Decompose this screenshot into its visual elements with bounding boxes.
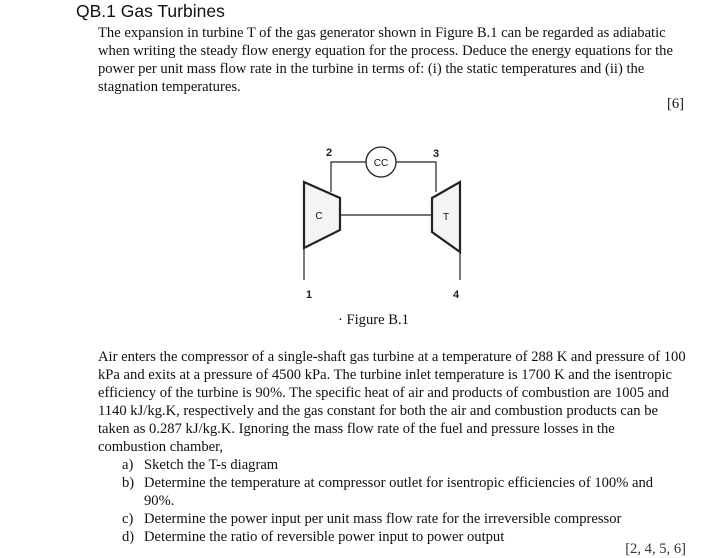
- station-1-label: 1: [305, 289, 313, 301]
- line-2-to-cc: [331, 162, 366, 192]
- station-3-label: 3: [432, 148, 440, 160]
- list-item: [122, 510, 682, 528]
- list-item: [122, 456, 682, 474]
- cut-off-marks: [2, 4, 5, 6]: [625, 541, 686, 557]
- problem-text: Air enters the compressor of a single-shaft gas turbine at a temperature of 288 K and pressure of 100 kPa and exits at a pressure of 4500 kPa. The turbine inlet temperature is 1700 K and the isentropic efficiency of the turbine is 90%. The specific heat of air and products of combustion are 1005 and 1140 kJ/kg.K, respectively and the gas constant for both the air and combustion products can be taken as 0.287 kJ/kg.K. Ignoring the mass flow rate of the fuel and pressure losses in the combustion chamber,: [98, 349, 686, 455]
- figure-caption: · Figure B.1: [338, 312, 409, 328]
- turbine-label: T: [442, 212, 450, 223]
- item-label: c): [122, 511, 134, 527]
- item-text: Determine the power input per unit mass flow rate for the irreversible compressor: [144, 511, 622, 527]
- item-label: d): [122, 529, 135, 545]
- question-intro: The expansion in turbine T of the gas generator shown in Figure B.1 can be regarded as adiabatic when writing the steady flow energy equation for the process. Deduce the energy equations for the power per unit mass flow rate in the turbine in terms of: (i) the static temperatures and (ii) the stagnation temperatures.: [98, 25, 673, 95]
- line-cc-to-3: [396, 162, 436, 192]
- item-text: Sketch the T-s diagram: [144, 457, 279, 473]
- item-text: Determine the temperature at compressor outlet for isentropic efficiencies of 100% and 90%.: [144, 475, 654, 509]
- list-item: [122, 474, 682, 510]
- sub-question-list: [122, 456, 682, 546]
- compressor-label: C: [315, 211, 323, 222]
- combustor-label: CC: [373, 158, 389, 169]
- item-label: a): [122, 457, 134, 473]
- station-2-label: 2: [325, 147, 333, 159]
- list-item: [122, 528, 682, 546]
- item-text: Determine the ratio of reversible power input to power output: [144, 529, 505, 545]
- item-label: b): [122, 475, 135, 491]
- question-heading: QB.1 Gas Turbines: [76, 1, 225, 21]
- gas-generator-figure: [296, 140, 466, 305]
- station-4-label: 4: [452, 289, 460, 301]
- question-marks: [6]: [666, 96, 684, 112]
